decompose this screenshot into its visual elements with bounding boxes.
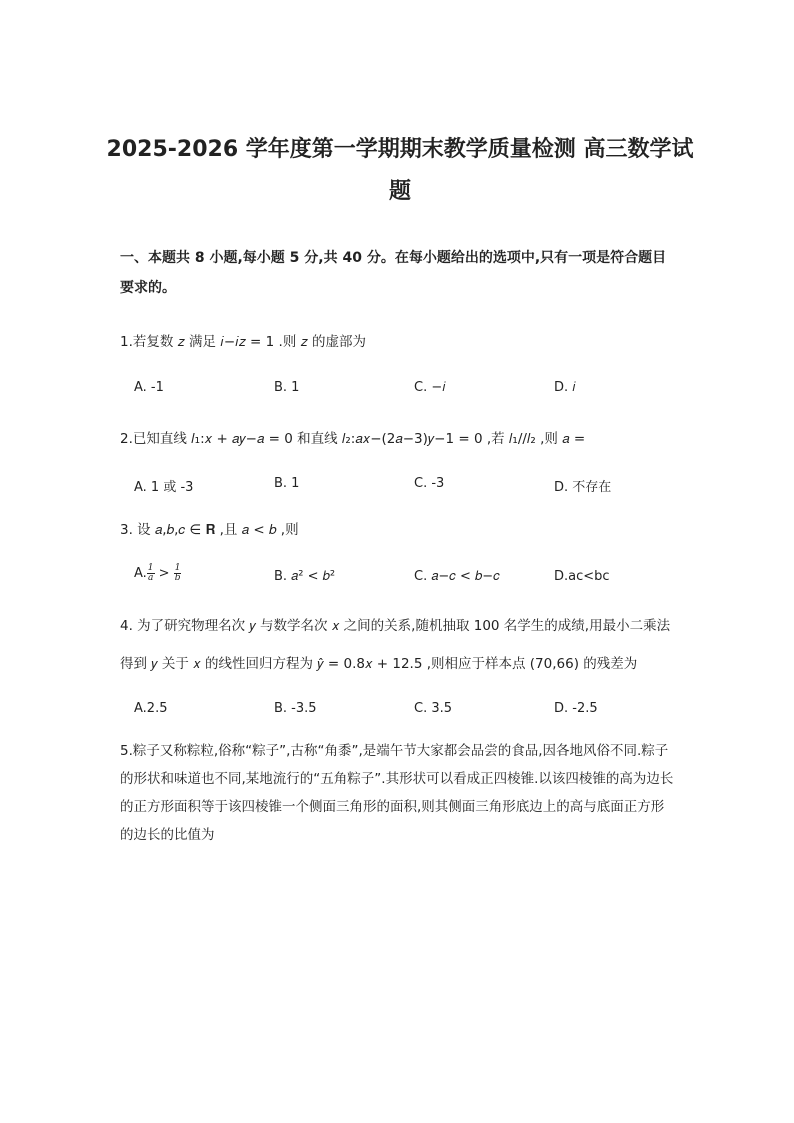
question-2-option-d: D. 不存在 (554, 480, 612, 495)
fraction-denominator: a (147, 573, 154, 583)
question-2-option-a: A. 1 或 -3 (134, 480, 194, 495)
question-2-stem: 2.已知直线 𝑙₁:𝑥 + 𝑎𝑦−𝑎 = 0 和直线 𝑙₂:𝑎𝑥−(2𝑎−3)𝑦−1 = 0 ,若 𝑙₁//𝑙₂ ,则 𝑎 = (120, 431, 586, 447)
exam-title-line2: 题 (388, 179, 411, 204)
question-4-option-a: A.2.5 (134, 701, 168, 716)
question-3-option-a (134, 564, 181, 583)
fraction-denominator: b (174, 573, 181, 583)
option-a-prefix: A. (134, 566, 147, 581)
question-1-stem: 1.若复数 𝑧 满足 𝑖−𝑖𝑧 = 1 .则 𝑧 的虚部为 (120, 334, 366, 350)
question-3-stem: 3. 设 𝑎,𝑏,𝑐 ∈ 𝐑 ,且 𝑎 < 𝑏 ,则 (120, 522, 299, 538)
question-4-option-c: C. 3.5 (414, 701, 453, 716)
greater-than-sign: > (154, 566, 174, 581)
question-3-option-b: B. 𝑎² < 𝑏² (274, 569, 336, 584)
question-2-option-c: C. -3 (414, 476, 445, 491)
question-5-stem: 5.粽子又称粽粒,俗称“粽子”,古称“角黍”,是端午节大家都会品尝的食品,因各地风俗不同.粽子的形状和味道也不同,某地流行的“五角粽子”.其形状可以看成正四棱锥.以该四棱锥的高为边长的正方形面积等于该四棱锥一个侧面三角形的面积,则其侧面三角形底边上的高与底面正方形的边长的比值为 (120, 743, 674, 843)
question-3-option-d: D.ac<bc (554, 569, 610, 584)
question-4-option-d: D. -2.5 (554, 701, 598, 716)
question-4-stem-line2: 得到 𝑦 关于 𝑥 的线性回归方程为 𝑦̂ = 0.8𝑥 + 12.5 ,则相应于样本点 (70,66) 的残差为 (120, 656, 638, 672)
question-1-option-c: C. −𝑖 (414, 380, 446, 395)
fraction-numerator: 1 (174, 563, 181, 573)
question-1-option-a: A. -1 (134, 380, 164, 395)
question-3-option-c: C. 𝑎−𝑐 < 𝑏−𝑐 (414, 569, 500, 584)
section-instructions: 一、本题共 8 小题,每小题 5 分,共 40 分。在每小题给出的选项中,只有一项是符合题目要求的。 (120, 250, 667, 296)
question-4-stem-line1: 4. 为了研究物理名次 𝑦 与数学名次 𝑥 之间的关系,随机抽取 100 名学生的成绩,用最小二乘法 (120, 618, 671, 634)
question-4-option-b: B. -3.5 (274, 701, 317, 716)
fraction-numerator: 1 (147, 563, 154, 573)
exam-title-line1: 2025-2026 学年度第一学期期末教学质量检测 高三数学试 (106, 137, 694, 162)
fraction-one-over-b (174, 564, 182, 583)
question-1-option-b: B. 1 (274, 380, 300, 395)
fraction-one-over-a (147, 564, 155, 583)
question-1-option-d: D. 𝑖 (554, 380, 576, 395)
question-2-option-b: B. 1 (274, 476, 300, 491)
